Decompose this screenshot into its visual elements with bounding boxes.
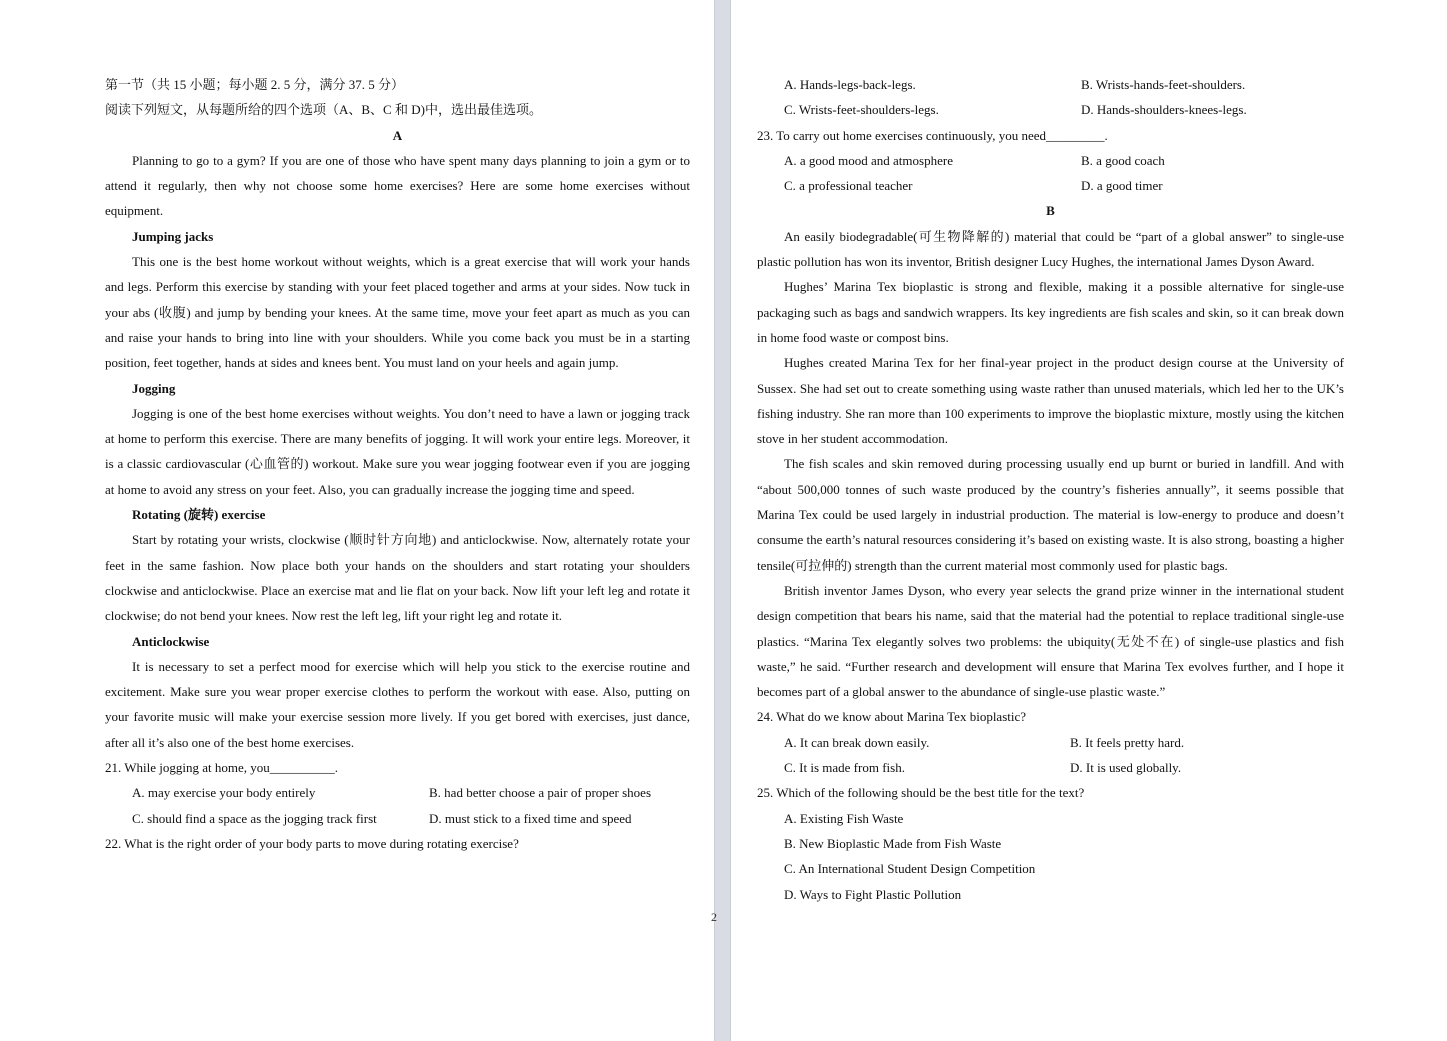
option-22-b: B. Wrists-hands-feet-shoulders. xyxy=(1081,77,1246,92)
intro-paragraph: Planning to go to a gym? If you are one of those who have spent many days planning to join a gym or to attend it regularly, then why not choose some home exercises? Here are some home exercises without equipment. xyxy=(105,152,690,219)
paragraph-rotating: Start by rotating your wrists, clockwise (顺时针方向地) and anticlockwise. Now, alternately rotate your feet in the same fashion. Now place both your hands on the shoulders and start rotating your shoulders clockwise and anticlockwise. Place an exercise mat and lie flat on your back. Now lift your left leg and rotate it clockwise; do not bend your knees. Now rest the left leg, lift your right leg and rotate it. xyxy=(105,532,690,624)
option-25-d: D. Ways to Fight Plastic Pollution xyxy=(784,886,962,902)
paragraph-jumping-jacks: This one is the best home workout without weights, which is a great exercise that will work your hands and legs. Perform this exercise by standing with your feet placed together and arms at your sides. Now tuck in your abs (收腹) and jump by bending your knees. At the same time, move your feet apart as much as you can and raise your hands to bring into line with your shoulders. While you come back you must be in a starting position, feet together, hands at sides and knees bent. You must land on your heels and again jump. xyxy=(105,254,690,371)
right-column xyxy=(757,72,1344,907)
right-page xyxy=(731,0,1447,1041)
option-25-a: A. Existing Fish Waste xyxy=(784,810,904,826)
passage-b-paragraph-2: Hughes’ Marina Tex bioplastic is strong and flexible, making it a possible alternative for single-use packaging such as bags and sandwich wrappers. Its key ingredients are fish scales and skin, so it can break down in home food waste or compost bins. xyxy=(757,279,1344,345)
option-23-a: A. a good mood and atmosphere xyxy=(784,152,953,168)
passage-b-paragraph-4: The fish scales and skin removed during processing usually end up burnt or buried in landfill. And with “about 500,000 tonnes of such waste produced by the country’s fisheries annually”, it seems possible that Marina Tex could be used largely in industrial production. The material is low-energy to produce and doesn’t consume the earth’s natural resources considering it’s based on existing waste. It is also strong, boasting a higher tensile(可拉伸的) strength than the current material most commonly used for plastic bags. xyxy=(757,456,1344,573)
heading-rotating: Rotating (旋转) exercise xyxy=(132,507,266,523)
question-23: 23. To carry out home exercises continuously, you need_________. xyxy=(757,127,1108,143)
option-21-d: D. must stick to a fixed time and speed xyxy=(429,810,632,826)
heading-jumping-jacks: Jumping jacks xyxy=(132,228,214,244)
option-24-b: B. It feels pretty hard. xyxy=(1070,734,1185,750)
option-23-d: D. a good timer xyxy=(1081,178,1163,194)
option-25-c: C. An International Student Design Competition xyxy=(784,861,1036,877)
option-24-c: C. It is made from fish. xyxy=(784,760,905,776)
option-22-a: A. Hands-legs-back-legs. xyxy=(784,77,916,92)
option-22-d: D. Hands-shoulders-knees-legs. xyxy=(1081,102,1247,118)
option-21-c: C. should find a space as the jogging track first xyxy=(132,810,377,826)
passage-b-paragraph-5: British inventor James Dyson, who every year selects the grand prize winner in the international student design competition that bears his name, said that the material had the potential to replace traditional single-use plastics. “Marina Tex elegantly solves two problems: the ubiquity(无处不在) of single-use plastics and fish waste,” he said. “Further research and development will ensure that Marina Tex evolves further, and I hope it becomes part of a global answer to the abundance of single-use plastic waste.” xyxy=(757,582,1344,700)
page-gutter xyxy=(714,0,731,1041)
question-23-options xyxy=(757,148,1344,199)
question-24: 24. What do we know about Marina Tex bioplastic? xyxy=(757,709,1027,725)
option-24-d: D. It is used globally. xyxy=(1070,760,1182,776)
section-header: 第一节（共 15 小题；每小题 2. 5 分，满分 37. 5 分） xyxy=(105,77,405,92)
left-page xyxy=(0,0,714,1041)
option-23-c: C. a professional teacher xyxy=(784,178,913,194)
question-24-options xyxy=(757,730,1344,781)
option-23-b: B. a good coach xyxy=(1081,152,1165,168)
question-21: 21. While jogging at home, you__________. xyxy=(105,760,339,776)
heading-anticlockwise: Anticlockwise xyxy=(132,633,210,649)
heading-jogging: Jogging xyxy=(132,380,176,396)
question-22-options xyxy=(757,72,1344,123)
option-25-b: B. New Bioplastic Made from Fish Waste xyxy=(784,835,1002,851)
option-21-b: B. had better choose a pair of proper shoes xyxy=(429,785,652,801)
question-21-options xyxy=(105,780,690,831)
option-22-c: C. Wrists-feet-shoulders-legs. xyxy=(784,102,939,118)
paragraph-anticlockwise: It is necessary to set a perfect mood for exercise which will help you stick to the exercise routine and excitement. Make sure you wear proper exercise clothes to perform the workout with ease. Also, putting on your favorite music will make your exercise session more lively. If you get bored with exercises, just dance, after all it’s also one of the best home exercises. xyxy=(105,658,690,750)
passage-a-title: A xyxy=(392,127,403,143)
passage-b-paragraph-3: Hughes created Marina Tex for her final-year project in the product design course at the University of Sussex. She had set out to create something using waste rather than unused materials, which led her to the UK’s fishing industry. She ran more than 100 experiments to improve the bioplastic mixture, mostly using the kitchen stove in her student accommodation. xyxy=(757,355,1344,447)
paragraph-jogging: Jogging is one of the best home exercises without weights. You don’t need to have a lawn or jogging track at home to perform this exercise. There are many benefits of jogging. It will work your entire legs. Moreover, it is a classic cardiovascular (心血管的) workout. Make sure you wear jogging footwear even if you are jogging at home to avoid any stress on your feet. Also, you can gradually increase the jogging time and speed. xyxy=(105,405,690,497)
option-21-a: A. may exercise your body entirely xyxy=(132,785,316,801)
left-column xyxy=(105,72,690,856)
passage-b-title: B xyxy=(1046,203,1055,219)
option-24-a: A. It can break down easily. xyxy=(784,734,930,750)
question-22: 22. What is the right order of your body parts to move during rotating exercise? xyxy=(105,835,519,851)
instructions: 阅读下列短文，从每题所给的四个选项（A、B、C 和 D)中，选出最佳选项。 xyxy=(105,102,542,118)
page-number: 2 xyxy=(711,910,717,924)
passage-b-paragraph-1: An easily biodegradable(可生物降解的) material that could be “part of a global answer” to single-use plastic pollution has won its inventor, British designer Lucy Hughes, the international James Dyson Award. xyxy=(757,228,1344,270)
question-25: 25. Which of the following should be the best title for the text? xyxy=(757,785,1085,801)
